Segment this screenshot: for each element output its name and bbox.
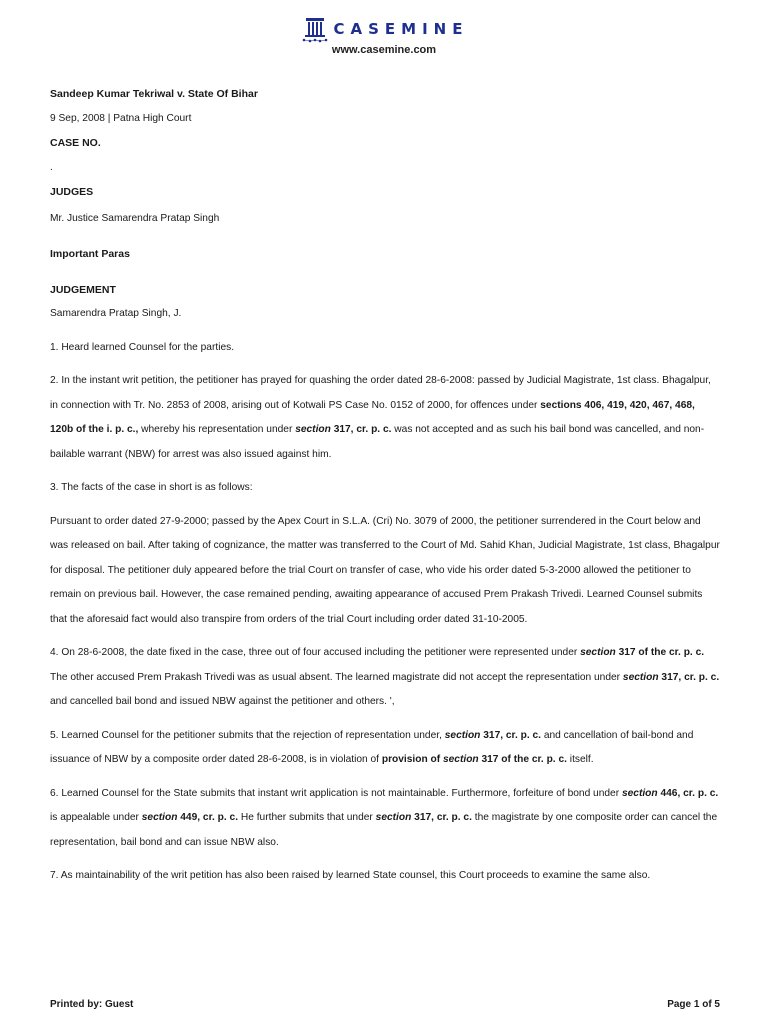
pillar-logo-icon	[300, 14, 330, 44]
paragraph-2-sections: sections 406, 419, 420, 467, 468, 120b of the i. p. c.,	[50, 399, 695, 435]
paragraph-6-section-word: section	[141, 812, 178, 823]
paragraph-4-section-word: section	[622, 671, 659, 683]
paragraph-1: 1. Heard learned Counsel for the parties.	[50, 341, 235, 353]
paragraph-5-text: 5. Learned Counsel for the petitioner submits that the rejection of representation under,	[50, 729, 445, 741]
printed-by: Printed by: Guest	[50, 999, 134, 1010]
paragraph-6-crpc: 449, cr. p. c.	[177, 812, 239, 823]
judges-label: JUDGES	[50, 186, 94, 198]
casemine-logo[interactable]	[0, 14, 768, 44]
paragraph-5-text: itself.	[566, 754, 594, 765]
page-number: Page 1 of 5	[667, 999, 720, 1010]
paragraph-6-section-word: section	[621, 787, 658, 799]
paragraph-6-text: He further submits that under	[238, 812, 376, 823]
paragraph-4-crpc: 317 of the cr. p. c.	[615, 647, 705, 658]
paragraph-6	[50, 782, 720, 856]
paragraph-5-text: and cancellation of bail-bond and issuance of NBW by a composite order dated 28-6-2008, is in violation of	[50, 729, 694, 765]
paragraph-5-crpc: 317, cr. p. c.	[480, 729, 542, 741]
paragraph-6-section-word: section	[375, 812, 412, 823]
paragraph-4-text: and cancelled bail bond and issued NBW against the petitioner and others. ',	[50, 696, 395, 707]
paragraph-4-section-word: section	[580, 647, 616, 658]
paragraph-5-section-word: section	[442, 754, 479, 765]
paragraph-5-provision: provision of	[381, 754, 443, 765]
document-body	[50, 82, 720, 889]
case-meta: 9 Sep, 2008 | Patna High Court	[50, 112, 192, 124]
paragraph-6-text: the magistrate by one composite order can cancel the representation, bail bond and can issue NBW also.	[50, 812, 718, 848]
paragraph-7: 7. As maintainability of the writ petition has also been raised by learned State counsel, this Court proceeds to examine the same also.	[50, 870, 651, 881]
paragraph-3-facts: Pursuant to order dated 27-9-2000; passed by the Apex Court in S.L.A. (Cri) No. 3079 of 2000, the petitioner surrendered in the Court below and was released on bail. After taking of cognizance, the matter was transferred to the Court of Md. Sahid Khan, Judicial Magistrate, 1st class, Bhagalpur for disposal. The petitioner duly appeared before the trial Court on transfer of case, who vide his order dated 5-3-2000 allowed the petitioner to remain on previous bail. However, the case remained pending, awaiting appearance of accused Prem Prakash Trivedi. Learned Counsel submits that the aforesaid fact would also transpire from orders of the trial Court including order dated 31-10-2005.	[50, 515, 720, 625]
paragraph-2-crpc: 317, cr. p. c.	[330, 424, 392, 435]
paragraph-5	[50, 724, 720, 773]
case-no-label: CASE NO.	[50, 137, 101, 149]
paragraph-2-section-word: section	[295, 424, 331, 435]
paragraph-2-text: whereby his representation under	[138, 424, 296, 435]
paragraph-5-crpc: 317 of the cr. p. c.	[478, 754, 567, 765]
paragraph-6-text: 6. Learned Counsel for the State submits that instant writ application is not maintainable. Furthermore, forfeiture of bond under	[50, 787, 622, 799]
paragraph-6-text: is appealable under	[50, 812, 142, 823]
paragraph-4-crpc: 317, cr. p. c.	[658, 671, 720, 683]
paragraph-6-crpc: 446, cr. p. c.	[657, 787, 719, 799]
site-url-link[interactable]: www.casemine.com	[331, 44, 437, 56]
paragraph-3: 3. The facts of the case in short is as follows:	[50, 482, 253, 493]
page-footer	[50, 999, 720, 1010]
paragraph-2-text: 2. In the instant writ petition, the petitioner has prayed for quashing the order dated 28-6-2008: passed by Judicial Magistrate, 1st class. Bhagalpur, in connection with Tr. No. 2853 of 2008, arising out of Kotwali PS Case No. 0152 of 2000, for offences under	[50, 375, 711, 411]
paragraph-5-section-word: section	[444, 729, 481, 741]
important-paras-label: Important Paras	[50, 248, 130, 260]
paragraph-4-text: 4. On 28-6-2008, the date fixed in the case, three out of four accused including the petitioner were represented under	[50, 647, 581, 658]
judges-value: Mr. Justice Samarendra Pratap Singh	[50, 212, 220, 224]
paragraph-2	[50, 369, 720, 467]
judgement-author: Samarendra Pratap Singh, J.	[50, 308, 182, 319]
paragraph-4	[50, 641, 720, 715]
paragraph-4-text: The other accused Prem Prakash Trivedi was as usual absent. The learned magistrate did not accept the representation under	[50, 671, 623, 683]
case-no-value: .	[50, 161, 53, 173]
page-header	[0, 14, 768, 56]
judgement-label: JUDGEMENT	[50, 283, 116, 296]
paragraph-6-crpc: 317, cr. p. c.	[411, 812, 472, 823]
paragraph-2-text: was not accepted and as such his bail bond was cancelled, and non-bailable warrant (NBW) for arrest was also issued against him.	[50, 424, 705, 460]
brand-name: CASEMINE	[333, 20, 469, 38]
case-title: Sandeep Kumar Tekriwal v. State Of Bihar	[50, 88, 258, 100]
